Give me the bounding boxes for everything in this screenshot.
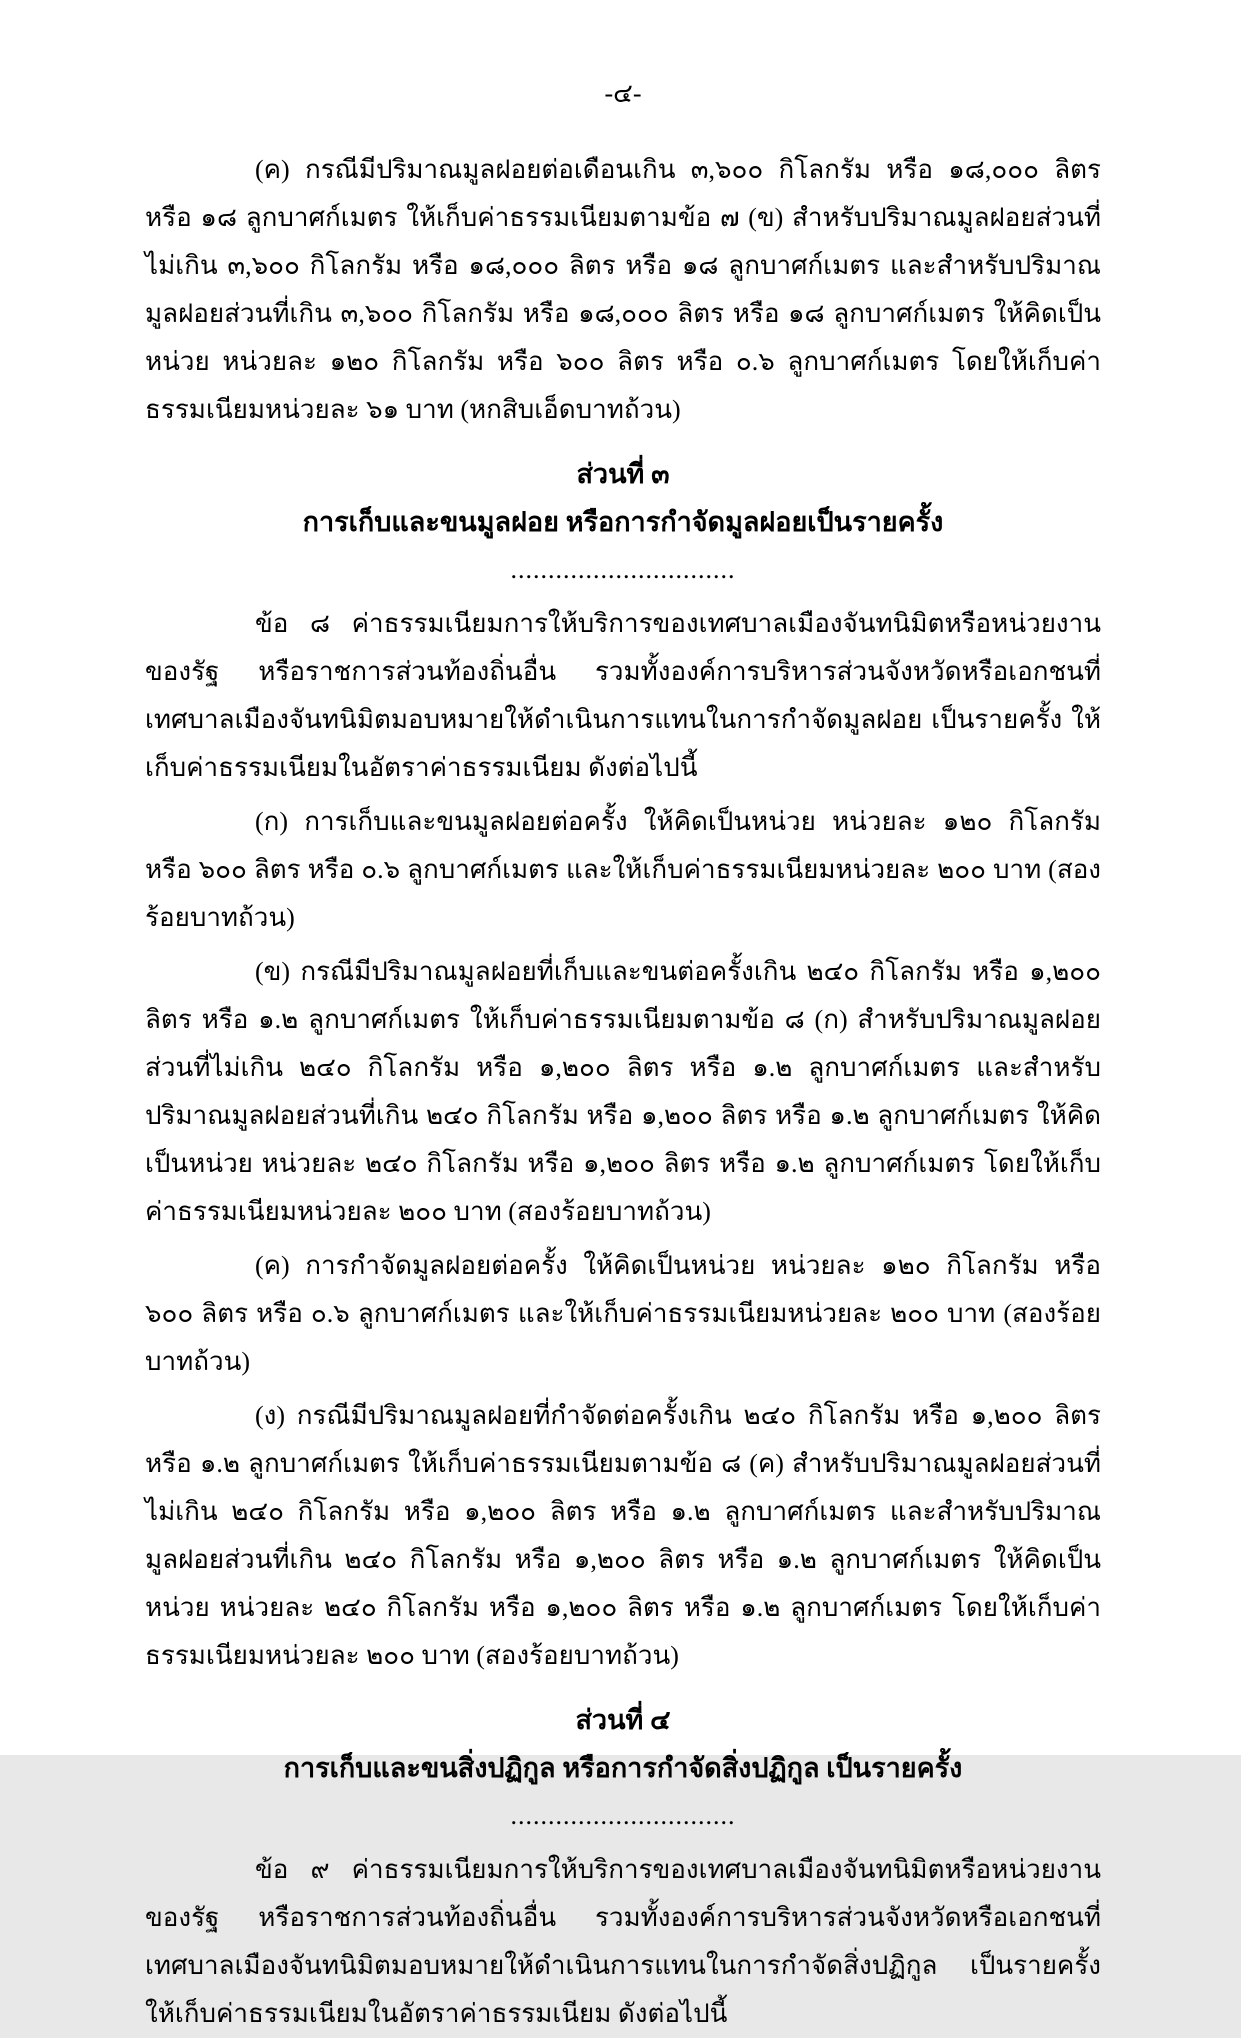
article-8-clause-c-paragraph: (ค) การกำจัดมูลฝอยต่อครั้ง ให้คิดเป็นหน่วย หน่วยละ ๑๒๐ กิโลกรัม หรือ ๖๐๐ ลิตร หรือ ๐.๖ ลูกบาศก์เมตร และให้เก็บค่าธรรมเนียมหน่วยละ ๒๐๐ บาท (สองร้อยบาทถ้วน) <box>145 1251 1101 1376</box>
article-8-clause-b-paragraph: (ข) กรณีมีปริมาณมูลฝอยที่เก็บและขนต่อครั้งเกิน ๒๔๐ กิโลกรัม หรือ ๑,๒๐๐ ลิตร หรือ ๑.๒ ลูกบาศก์เมตร ให้เก็บค่าธรรมเนียมตามข้อ ๘ (ก) สำหรับปริมาณมูลฝอยส่วนที่ไม่เกิน ๒๔๐ กิโลกรัม หรือ ๑,๒๐๐ ลิตร หรือ ๑.๒ ลูกบาศก์เมตร และสำหรับปริมาณมูลฝอยส่วนที่เกิน ๒๔๐ กิโลกรัม หรือ ๑,๒๐๐ ลิตร หรือ ๑.๒ ลูกบาศก์เมตร ให้คิดเป็นหน่วย หน่วยละ ๒๔๐ กิโลกรัม หรือ ๑,๒๐๐ ลิตร หรือ ๑.๒ ลูกบาศก์เมตร โดยให้เก็บค่าธรรมเนียมหน่วยละ ๒๐๐ บาท (สองร้อยบาทถ้วน) <box>145 957 1101 1226</box>
section-3-title: ส่วนที่ ๓ <box>576 459 670 489</box>
article-7-clause-c-paragraph: (ค) กรณีมีปริมาณมูลฝอยต่อเดือนเกิน ๓,๖๐๐ กิโลกรัม หรือ ๑๘,๐๐๐ ลิตร หรือ ๑๘ ลูกบาศก์เมตร ให้เก็บค่าธรรมเนียมตามข้อ ๗ (ข) สำหรับปริมาณมูลฝอยส่วนที่ไม่เกิน ๓,๖๐๐ กิโลกรัม หรือ ๑๘,๐๐๐ ลิตร หรือ ๑๘ ลูกบาศก์เมตร และสำหรับปริมาณมูลฝอยส่วนที่เกิน ๓,๖๐๐ กิโลกรัม หรือ ๑๘,๐๐๐ ลิตร หรือ ๑๘ ลูกบาศก์เมตร ให้คิดเป็นหน่วย หน่วยละ ๑๒๐ กิโลกรัม หรือ ๖๐๐ ลิตร หรือ ๐.๖ ลูกบาศก์เมตร โดยให้เก็บค่าธรรมเนียมหน่วยละ ๖๑ บาท (หกสิบเอ็ดบาทถ้วน) <box>145 155 1101 424</box>
article-8-intro-paragraph: ข้อ ๘ ค่าธรรมเนียมการให้บริการของเทศบาลเมืองจันทนิมิตหรือหน่วยงานของรัฐ หรือราชการส่วนท้องถิ่นอื่น รวมทั้งองค์การบริหารส่วนจังหวัดหรือเอกชนที่เทศบาลเมืองจันทนิมิตมอบหมายให้ดำเนินการแทนในการกำจัดมูลฝอย เป็นรายครั้ง ให้เก็บค่าธรรมเนียมในอัตราค่าธรรมเนียม ดังต่อไปนี้ <box>145 609 1101 782</box>
section-4-dotted-divider: .............................. <box>510 1801 736 1830</box>
section-4-header <box>145 1696 1101 1840</box>
article-8-clause-a-paragraph: (ก) การเก็บและขนมูลฝอยต่อครั้ง ให้คิดเป็นหน่วย หน่วยละ ๑๒๐ กิโลกรัม หรือ ๖๐๐ ลิตร หรือ ๐.๖ ลูกบาศก์เมตร และให้เก็บค่าธรรมเนียมหน่วยละ ๒๐๐ บาท (สองร้อยบาทถ้วน) <box>145 807 1101 932</box>
page-number: -๔- <box>604 79 642 108</box>
section-3-dotted-divider: .............................. <box>510 555 736 584</box>
article-9-intro-paragraph: ข้อ ๙ ค่าธรรมเนียมการให้บริการของเทศบาลเมืองจันทนิมิตหรือหน่วยงานของรัฐ หรือราชการส่วนท้องถิ่นอื่น รวมทั้งองค์การบริหารส่วนจังหวัดหรือเอกชนที่เทศบาลเมืองจันทนิมิตมอบหมายให้ดำเนินการแทนในการกำจัดสิ่งปฏิกูล เป็นรายครั้ง ให้เก็บค่าธรรมเนียมในอัตราค่าธรรมเนียม ดังต่อไปนี้ <box>145 1855 1101 2028</box>
section-4-subtitle: การเก็บและขนสิ่งปฏิกูล หรือการกำจัดสิ่งปฏิกูล เป็นรายครั้ง <box>283 1753 963 1783</box>
section-4-title: ส่วนที่ ๔ <box>575 1705 671 1735</box>
section-3-subtitle: การเก็บและขนมูลฝอย หรือการกำจัดมูลฝอยเป็นรายครั้ง <box>302 507 944 537</box>
article-8-clause-d-paragraph: (ง) กรณีมีปริมาณมูลฝอยที่กำจัดต่อครั้งเกิน ๒๔๐ กิโลกรัม หรือ ๑,๒๐๐ ลิตร หรือ ๑.๒ ลูกบาศก์เมตร ให้เก็บค่าธรรมเนียมตามข้อ ๘ (ค) สำหรับปริมาณมูลฝอยส่วนที่ไม่เกิน ๒๔๐ กิโลกรัม หรือ ๑,๒๐๐ ลิตร หรือ ๑.๒ ลูกบาศก์เมตร และสำหรับปริมาณมูลฝอยส่วนที่เกิน ๒๔๐ กิโลกรัม หรือ ๑,๒๐๐ ลิตร หรือ ๑.๒ ลูกบาศก์เมตร ให้คิดเป็นหน่วย หน่วยละ ๒๔๐ กิโลกรัม หรือ ๑,๒๐๐ ลิตร หรือ ๑.๒ ลูกบาศก์เมตร โดยให้เก็บค่าธรรมเนียมหน่วยละ ๒๐๐ บาท (สองร้อยบาทถ้วน) <box>145 1401 1101 1670</box>
section-3-header <box>145 450 1101 594</box>
